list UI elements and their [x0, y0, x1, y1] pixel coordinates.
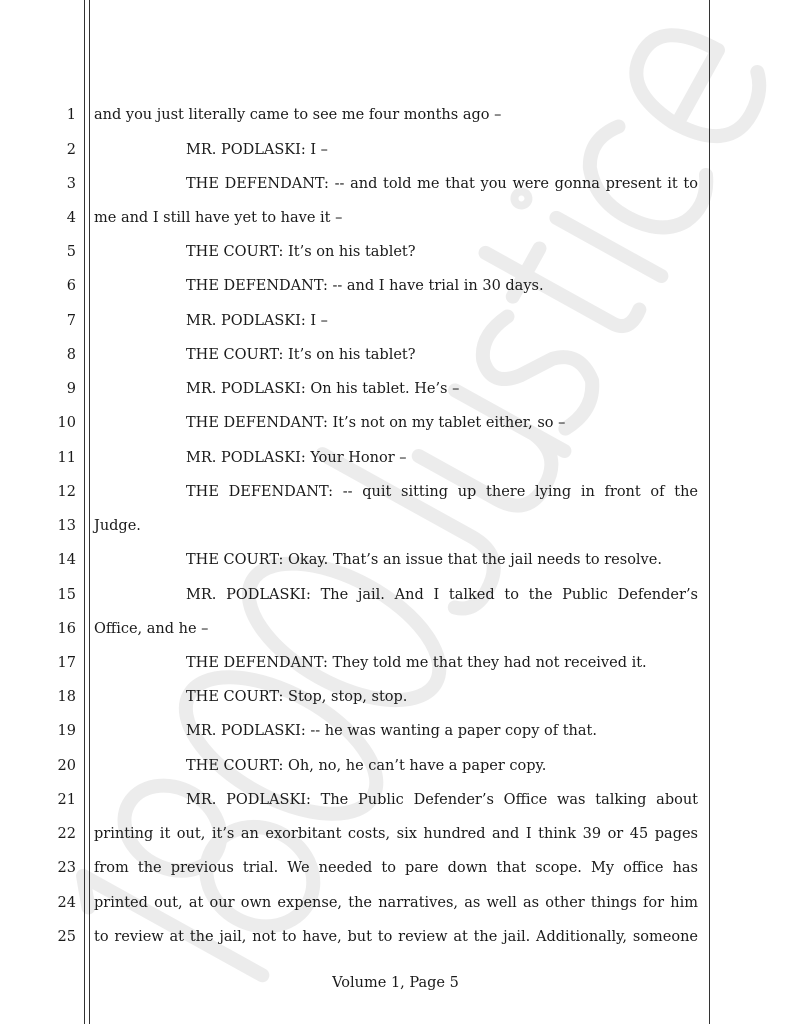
line-number: 20: [57, 758, 76, 774]
line-text: printed out, at our own expense, the narratives, as well as other things for him: [94, 895, 698, 911]
line-text: MR. PODLASKI: I –: [186, 313, 328, 329]
line-number: 14: [57, 552, 76, 568]
line-text: to review at the jail, not to have, but to review at the jail. Additionally, someone: [94, 929, 698, 945]
line-text: THE DEFENDANT: -- and told me that you were gonna present it to: [186, 176, 698, 192]
page-footer: Volume 1, Page 5: [332, 975, 459, 991]
line-text: MR. PODLASKI: The Public Defender’s Office was talking about: [186, 792, 698, 808]
line-number: 3: [66, 176, 76, 192]
line-text: Judge.: [94, 518, 141, 534]
line-text: printing it out, it’s an exorbitant costs, six hundred and I think 39 or 45 pages: [94, 826, 698, 842]
line-number: 12: [57, 484, 76, 500]
line-text: THE COURT: Stop, stop, stop.: [186, 689, 408, 705]
line-number: 16: [57, 621, 76, 637]
line-text: THE COURT: Oh, no, he can’t have a paper copy.: [186, 758, 547, 774]
line-text: Office, and he –: [94, 621, 209, 637]
line-text: THE DEFENDANT: -- quit sitting up there lying in front of the: [186, 484, 698, 500]
line-number: 22: [57, 826, 76, 842]
line-number: 25: [57, 929, 76, 945]
right-margin-rule: [709, 0, 710, 1024]
line-text: from the previous trial. We needed to pare down that scope. My office has: [94, 860, 698, 876]
left-margin-rule-outer: [84, 0, 85, 1024]
line-number: 23: [57, 860, 76, 876]
line-number: 10: [57, 415, 76, 431]
line-text: and you just literally came to see me four months ago –: [94, 107, 502, 123]
line-text: THE DEFENDANT: They told me that they had not received it.: [186, 655, 647, 671]
line-number: 6: [66, 278, 76, 294]
line-text: MR. PODLASKI: On his tablet. He’s –: [186, 381, 460, 397]
left-margin-rule-inner: [89, 0, 90, 1024]
line-text: MR. PODLASKI: -- he was wanting a paper copy of that.: [186, 723, 597, 739]
line-text: MR. PODLASKI: The jail. And I talked to the Public Defender’s: [186, 587, 698, 603]
line-text: THE COURT: It’s on his tablet?: [186, 244, 416, 260]
line-text: THE DEFENDANT: It’s not on my tablet either, so –: [186, 415, 566, 431]
line-text: me and I still have yet to have it –: [94, 210, 343, 226]
line-text: THE COURT: Okay. That’s an issue that the jail needs to resolve.: [186, 552, 662, 568]
line-text: MR. PODLASKI: I –: [186, 142, 328, 158]
line-number: 21: [57, 792, 76, 808]
line-number: 7: [66, 313, 76, 329]
line-number: 19: [57, 723, 76, 739]
line-number: 13: [57, 518, 76, 534]
line-number: 5: [66, 244, 76, 260]
line-number: 4: [66, 210, 76, 226]
line-number: 2: [66, 142, 76, 158]
line-number: 18: [57, 689, 76, 705]
line-number: 11: [57, 450, 76, 466]
line-text: MR. PODLASKI: Your Honor –: [186, 450, 407, 466]
line-number: 24: [57, 895, 76, 911]
line-number: 8: [66, 347, 76, 363]
line-number: 15: [57, 587, 76, 603]
line-text: THE DEFENDANT: -- and I have trial in 30 days.: [186, 278, 544, 294]
line-number: 1: [66, 107, 76, 123]
line-text: THE COURT: It’s on his tablet?: [186, 347, 416, 363]
line-number: 17: [57, 655, 76, 671]
line-number: 9: [66, 381, 76, 397]
